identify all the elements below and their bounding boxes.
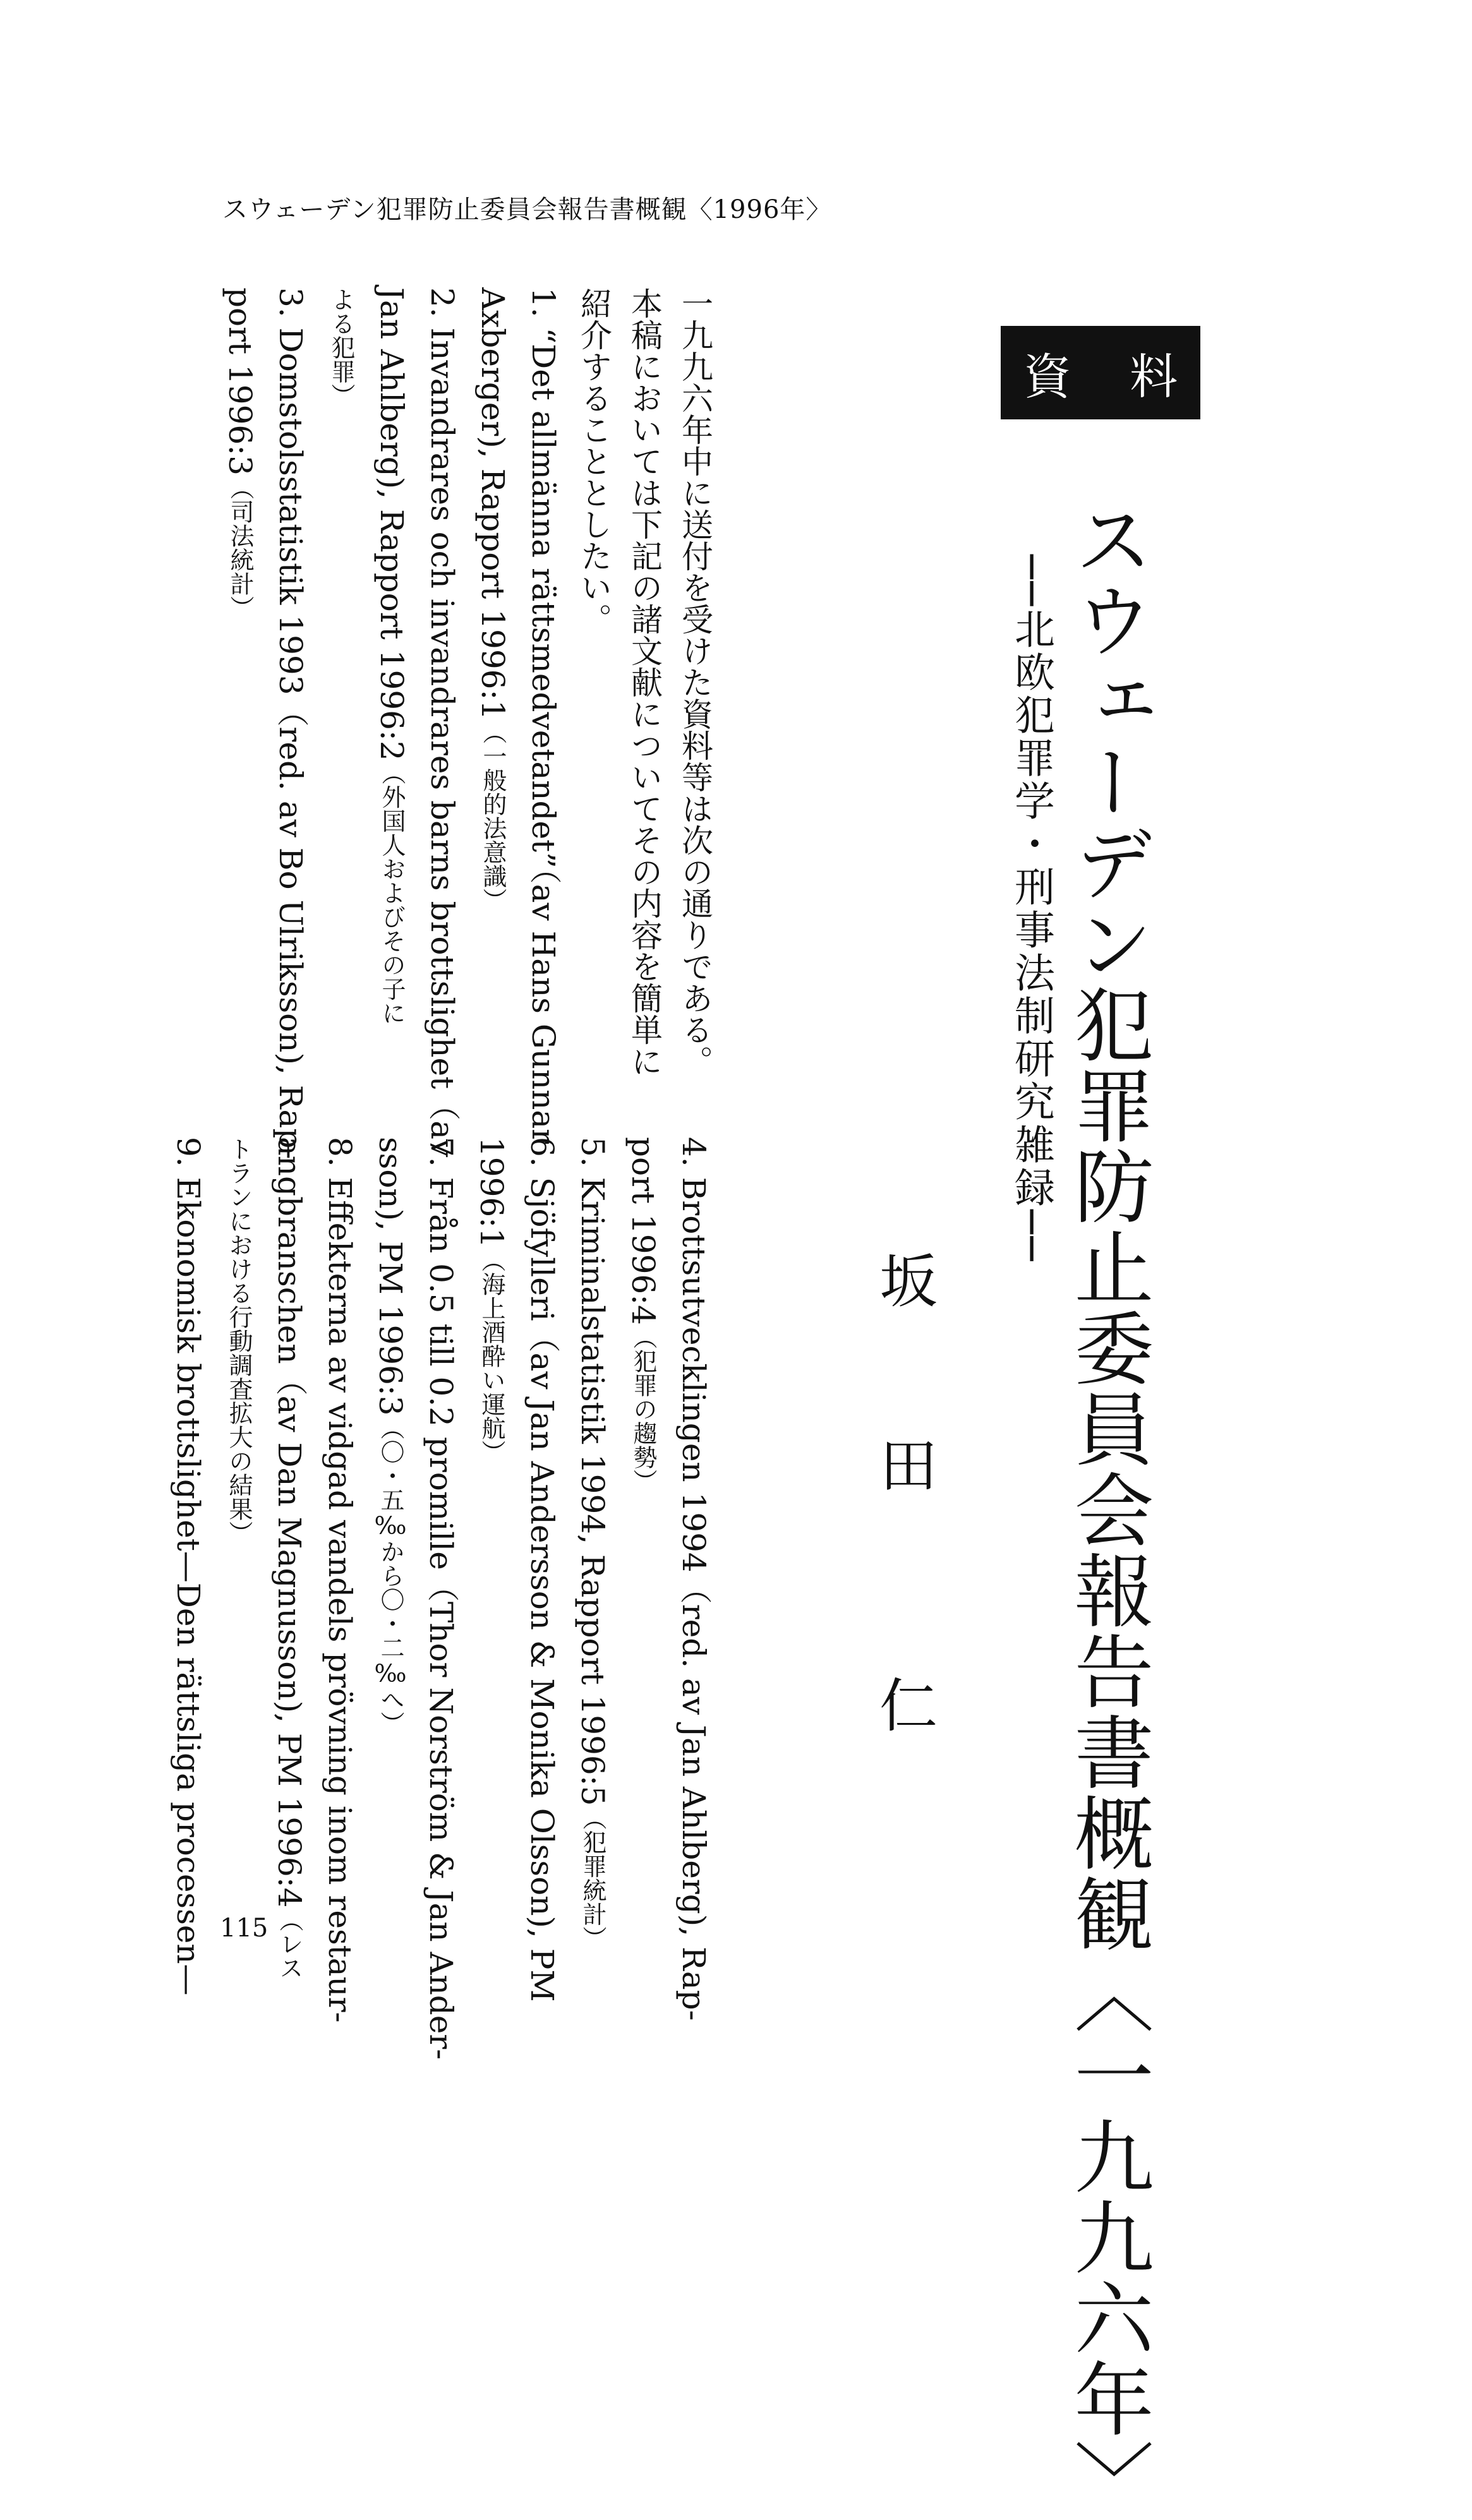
translation-note: （〇・五‰から〇・二‰へ） — [377, 1415, 404, 1736]
translation-note: （レス — [275, 1907, 303, 1980]
article-subtitle: ──北欧犯罪学・刑事法制研究雑録── — [1008, 555, 1054, 1264]
intro-line: 一九九六年中に送付を受けた資料等は次の通りである。 — [677, 287, 713, 1077]
reference-item-8-cont: angbranschen（av Dan Magnusson), PM 1996:4（レス — [271, 1137, 308, 1980]
reference-item-7: 7. Från 0.5 till 0.2 promille（Thor Norström & Jan Ander- — [423, 1137, 459, 2060]
reference-item-2-cont: Jan Ahlberg), Rapport 1996:2（外国人およびその子に — [373, 287, 410, 1025]
reference-item-2: 2. Invandrares och invandrares barns brottslighet（av — [424, 287, 461, 1158]
page-number: 115 — [220, 1914, 268, 1943]
intro-line: 紹介することとしたい。 — [576, 287, 612, 635]
translation-note-cont: トランにおける行動調査拡大の結果） — [225, 1137, 253, 1545]
upper-text-column — [215, 287, 720, 1159]
running-header: スウェーデン犯罪防止委員会報告書概観〈1996年〉 — [222, 195, 832, 224]
reference-item-4-cont: port 1996:4（犯罪の趨勢） — [625, 1137, 661, 1493]
reference-item-1: 1. “Det allmänna rättsmedvetandet”（av Hans Gunnar — [525, 287, 562, 1144]
translation-note: （一般的法意識） — [479, 720, 507, 913]
section-badge: 資 料 — [1001, 326, 1200, 419]
translation-note: （司法統計） — [226, 475, 254, 620]
intro-line: 本稿においては下記の諸文献についてその内容を簡単に — [626, 287, 663, 1077]
translation-note: （犯罪統計） — [579, 1806, 606, 1950]
reference-item-9: 9. Ekonomisk brottslighet—Den rättsliga processen— — [170, 1137, 207, 1996]
reference-item-7-cont: sson), PM 1996:3（〇・五‰から〇・二‰へ） — [372, 1137, 409, 1736]
translation-note-cont: よる犯罪） — [327, 287, 355, 407]
reference-item-4: 4. Brottsutvecklingen 1994（red. av Jan Ahlberg), Rap- — [675, 1137, 712, 2021]
author-char: 仁 — [879, 1672, 938, 1740]
reference-item-1-cont: Axberger), Rapport 1996:1（一般的法意識） — [474, 287, 511, 913]
reference-item-3: 3. Domstolsstatistik 1993（red. av Bo Ulriksson), Rap- — [272, 287, 309, 1160]
translation-note: （海上酒酔い運航） — [478, 1247, 505, 1464]
reference-item-8: 8. Effekterna av vidgad vandels prövning inom restaur- — [322, 1137, 358, 2023]
translation-note: （犯罪の趨勢） — [629, 1324, 657, 1493]
article-title: スウェーデン犯罪防止委員会報告書概観〈一九九六年〉 — [1061, 499, 1154, 2520]
author-char: 坂 — [879, 1248, 938, 1316]
translation-note: （外国人およびその子に — [378, 760, 406, 1025]
reference-item-6-cont: 1996:1（海上酒酔い運航） — [473, 1137, 510, 1464]
reference-item-3-cont: port 1996:3（司法統計） — [222, 287, 258, 620]
reference-item-5: 5. Kriminalstatistik 1994, Rapport 1996:5（犯罪統計） — [574, 1137, 611, 1950]
author-char: 田 — [879, 1432, 938, 1500]
reference-item-6: 6. Sjöfylleri（av Jan Andersson & Monika Olsson), PM — [524, 1137, 560, 2002]
